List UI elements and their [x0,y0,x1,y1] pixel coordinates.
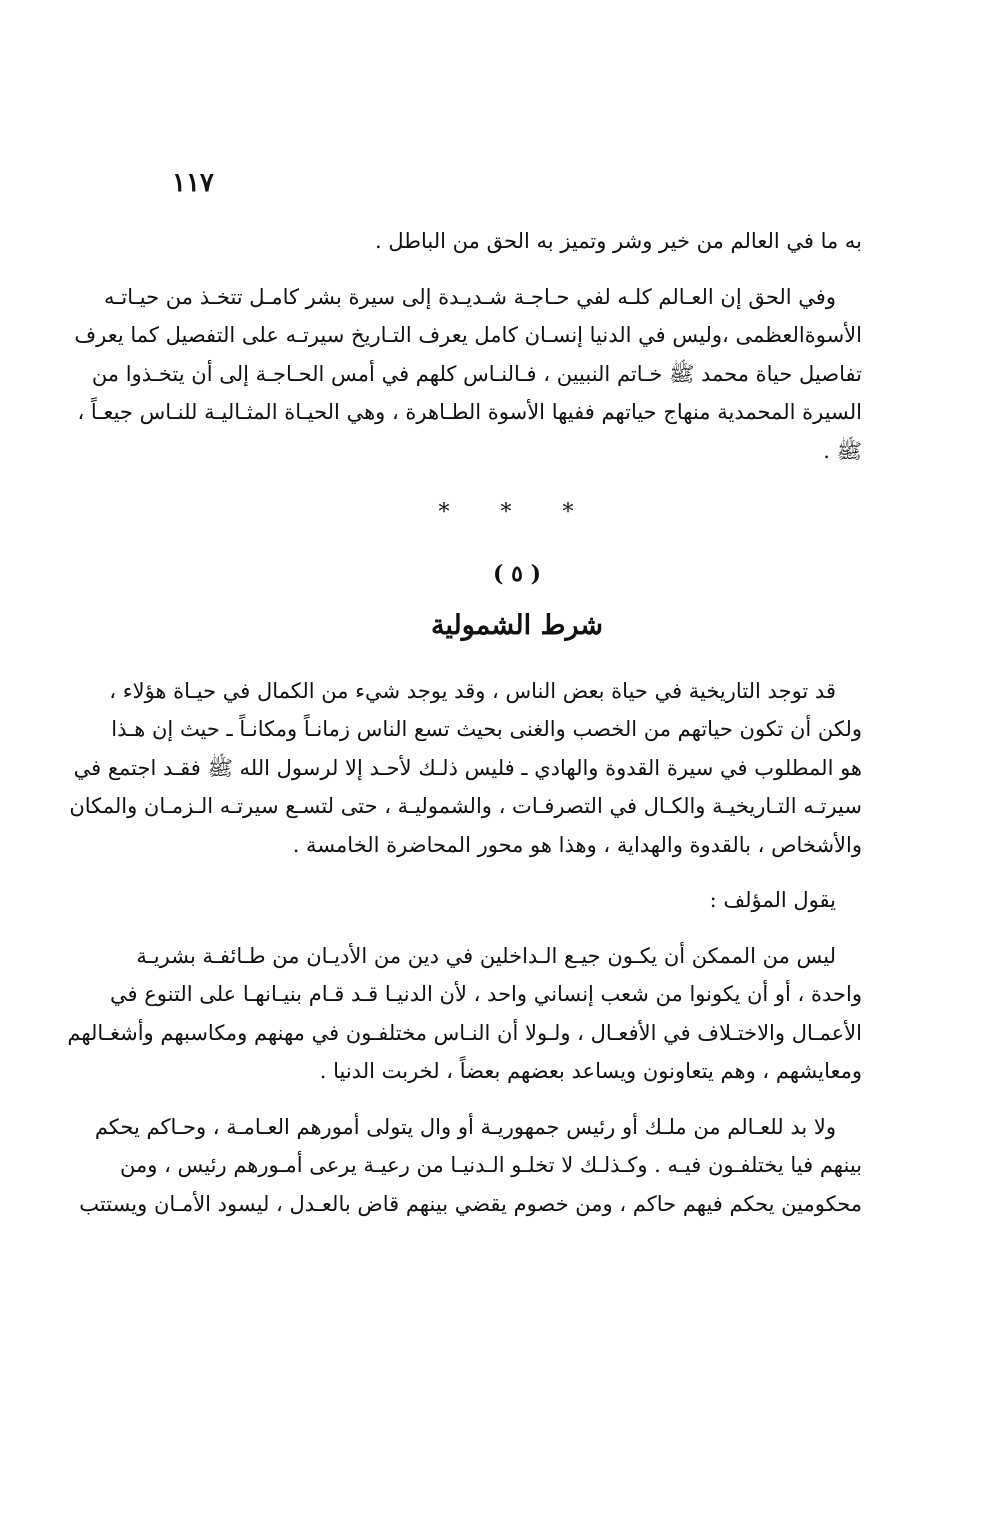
paragraph-line: بينهم فيا يختلفـون فيـه . وكـذلـك لا تخلـو الـدنيـا من رعيـة يرعى أمـورهم رئيس ، ومن [120,1153,862,1177]
section-separator: * * * [438,500,596,525]
paragraph-line: وفي الحق إن العـالم كلـه لفي حـاجـة شـديـدة إلى سيرة بشر كامـل تتخـذ من حيـاتـه [104,284,836,309]
paragraph-line: والأشخاص ، بالقدوة والهداية ، وهذا هو محور المحاضرة الخامسة . [292,832,862,857]
author-speaker-line: يقول المؤلف : [709,888,836,912]
paragraph-line: الأعمـال والاختـلاف في الأفعـال ، ولـولا أن النـاس مختلفـون في مهنهم ومكاسبهم وأشغـالهم [67,1020,862,1045]
paragraph-line: ليس من الممكن أن يكـون جيـع الـداخلين في دين من الأديـان من طـائفـة بشريـة [136,943,836,968]
paragraph-line: به ما في العالم من خير وشر وتميز به الحق من الباطل . [375,229,862,253]
paragraph-line: السيرة المحمدية منهاج حياتهم ففيها الأسوة الطـاهرة ، وهي الحيـاة المثـاليـة للنـاس جيعـاً ، [77,400,862,424]
paragraph-line: سيرتـه التـاريخيـة والكـال في التصرفـات ، والشموليـة ، حتى لتسـع سيرتـه الـزمـان والمكان [69,794,862,818]
paragraph-line: هو المطلوب في سيرة القدوة والهادي ـ فليس ذلـك لأحـد إلا لرسول الله ﷺ فقـد اجتمع في [73,755,862,780]
page-number: ١١٧ [172,168,214,198]
paragraph-line: تفاصيل حياة محمد ﷺ خـاتم النبيين ، فـالنـاس كلهم في أمس الحـاجـة إلى أن يتخـذوا من [91,361,862,386]
paragraph-line: ومعايشهم ، وهم يتعاونون ويساعد بعضهم بعضاً ، لخربت الدنيا . [319,1059,862,1083]
paragraph-4 [79,1108,862,1224]
paragraph-1 [74,278,862,471]
paragraph-line: ولكن أن تكون حياتهم من الخصب والغنى بحيث تسع الناس زمانـاً ومكانـاً ـ حيث إن هـذا [111,717,862,741]
section-number: ( ٥ ) [493,560,541,587]
page-body [67,222,862,1240]
section-title: شرط الشمولية [430,610,604,641]
paragraph-2 [69,672,862,865]
paragraph-line: ولا بد للعـالم من ملـك أو رئيس جمهوريـة أو وال يتولى أمورهم العـامـة ، وحـاكم يحكم [94,1114,836,1139]
paragraph-line: ﷺ . [823,438,862,463]
paragraph-3 [67,937,862,1091]
paragraph-line: الأسوةالعظمى ،وليس في الدنيا إنسـان كامل يعرف التـاريخ سيرتـه على التفصيل كما يعرف [74,323,862,347]
paragraph-line: قد توجد التاريخية في حياة بعض الناس ، وقد يوجد شيء من الكمال في حيـاة هؤلاء ، [109,678,836,703]
intro-paragraph [172,222,862,261]
paragraph-line: واحدة ، أو أن يكونوا من شعب إنساني واحد ، لأن الدنيـا قـد قـام بنيـانهـا على التنوع في [110,982,862,1006]
paragraph-line: محكومين يحكم فيهم حاكم ، ومن خصوم يقضي بينهم قاض بالعـدل ، ليسود الأمـان ويستتب [79,1191,862,1216]
